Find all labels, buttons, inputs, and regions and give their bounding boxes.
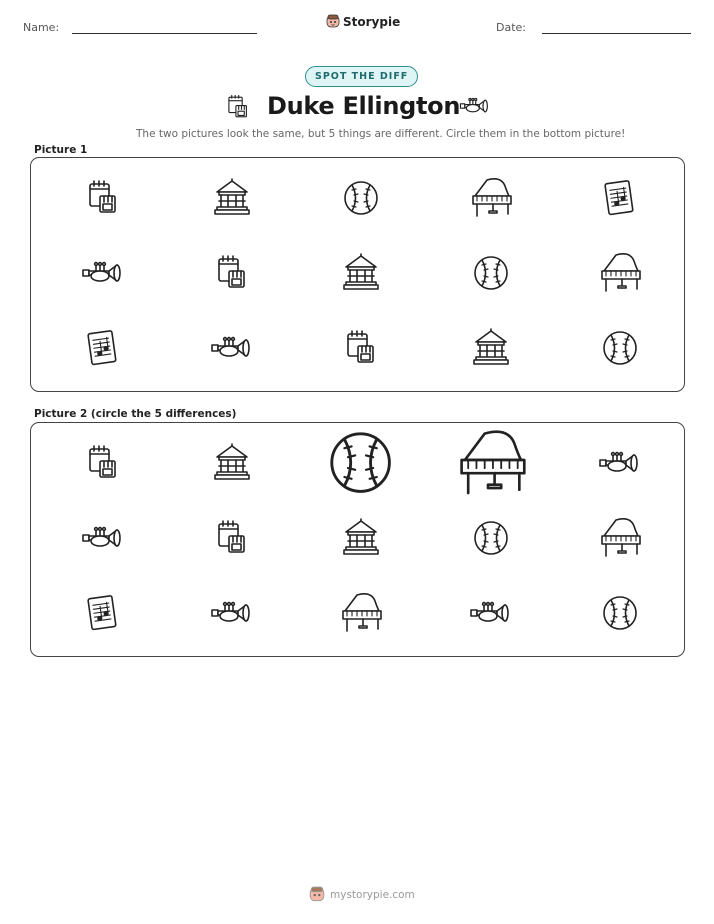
baseball-icon[interactable]: [598, 591, 642, 635]
name-label: Name:: [23, 21, 60, 34]
baseball-icon: [339, 176, 383, 220]
gazebo-icon: [339, 251, 383, 295]
date-field-line[interactable]: [542, 33, 691, 34]
title-calendar-icon: [224, 93, 252, 121]
trumpet-icon[interactable]: [469, 591, 513, 635]
gazebo-icon: [210, 176, 254, 220]
footer: [309, 886, 415, 903]
brand-name: Storypie: [343, 14, 401, 29]
brand-logo: [326, 14, 400, 29]
calendar-icon: [81, 176, 125, 220]
picture2-label: Picture 2 (circle the 5 differences): [34, 408, 237, 420]
gazebo-icon: [469, 326, 513, 370]
footer-site: mystorypie.com: [330, 888, 415, 901]
baseball-icon[interactable]: [469, 516, 513, 560]
activity-badge: SPOT THE DIFF: [305, 66, 418, 87]
title-trumpet-icon: [459, 95, 491, 117]
calendar-icon: [339, 326, 383, 370]
instructions: The two pictures look the same, but 5 things are different. Circle them in the bottom picture!: [136, 128, 626, 140]
date-label: Date:: [496, 21, 526, 34]
trumpet-icon[interactable]: [598, 441, 642, 485]
pie-mascot-icon: [309, 886, 325, 903]
name-field-line[interactable]: [72, 33, 257, 34]
piano-icon: [469, 176, 513, 220]
trumpet-icon: [459, 95, 491, 117]
piano-icon[interactable]: [455, 427, 528, 500]
calendar-icon: [224, 93, 252, 121]
sheet-music-icon: [598, 176, 642, 220]
calendar-icon[interactable]: [210, 516, 254, 560]
trumpet-icon: [81, 251, 125, 295]
piano-icon[interactable]: [598, 516, 642, 560]
trumpet-icon[interactable]: [81, 516, 125, 560]
piano-icon[interactable]: [339, 591, 383, 635]
calendar-icon: [210, 251, 254, 295]
baseball-icon: [598, 326, 642, 370]
sheet-music-icon: [81, 326, 125, 370]
baseball-icon: [469, 251, 513, 295]
piano-icon: [598, 251, 642, 295]
pie-mascot-icon: [326, 14, 340, 29]
sheet-music-icon[interactable]: [81, 591, 125, 635]
trumpet-icon: [210, 326, 254, 370]
gazebo-icon[interactable]: [210, 441, 254, 485]
picture1-label: Picture 1: [34, 144, 88, 156]
calendar-icon[interactable]: [81, 441, 125, 485]
baseball-icon[interactable]: [321, 423, 400, 502]
gazebo-icon[interactable]: [339, 516, 383, 560]
trumpet-icon[interactable]: [210, 591, 254, 635]
page-title: Duke Ellington: [267, 92, 461, 120]
